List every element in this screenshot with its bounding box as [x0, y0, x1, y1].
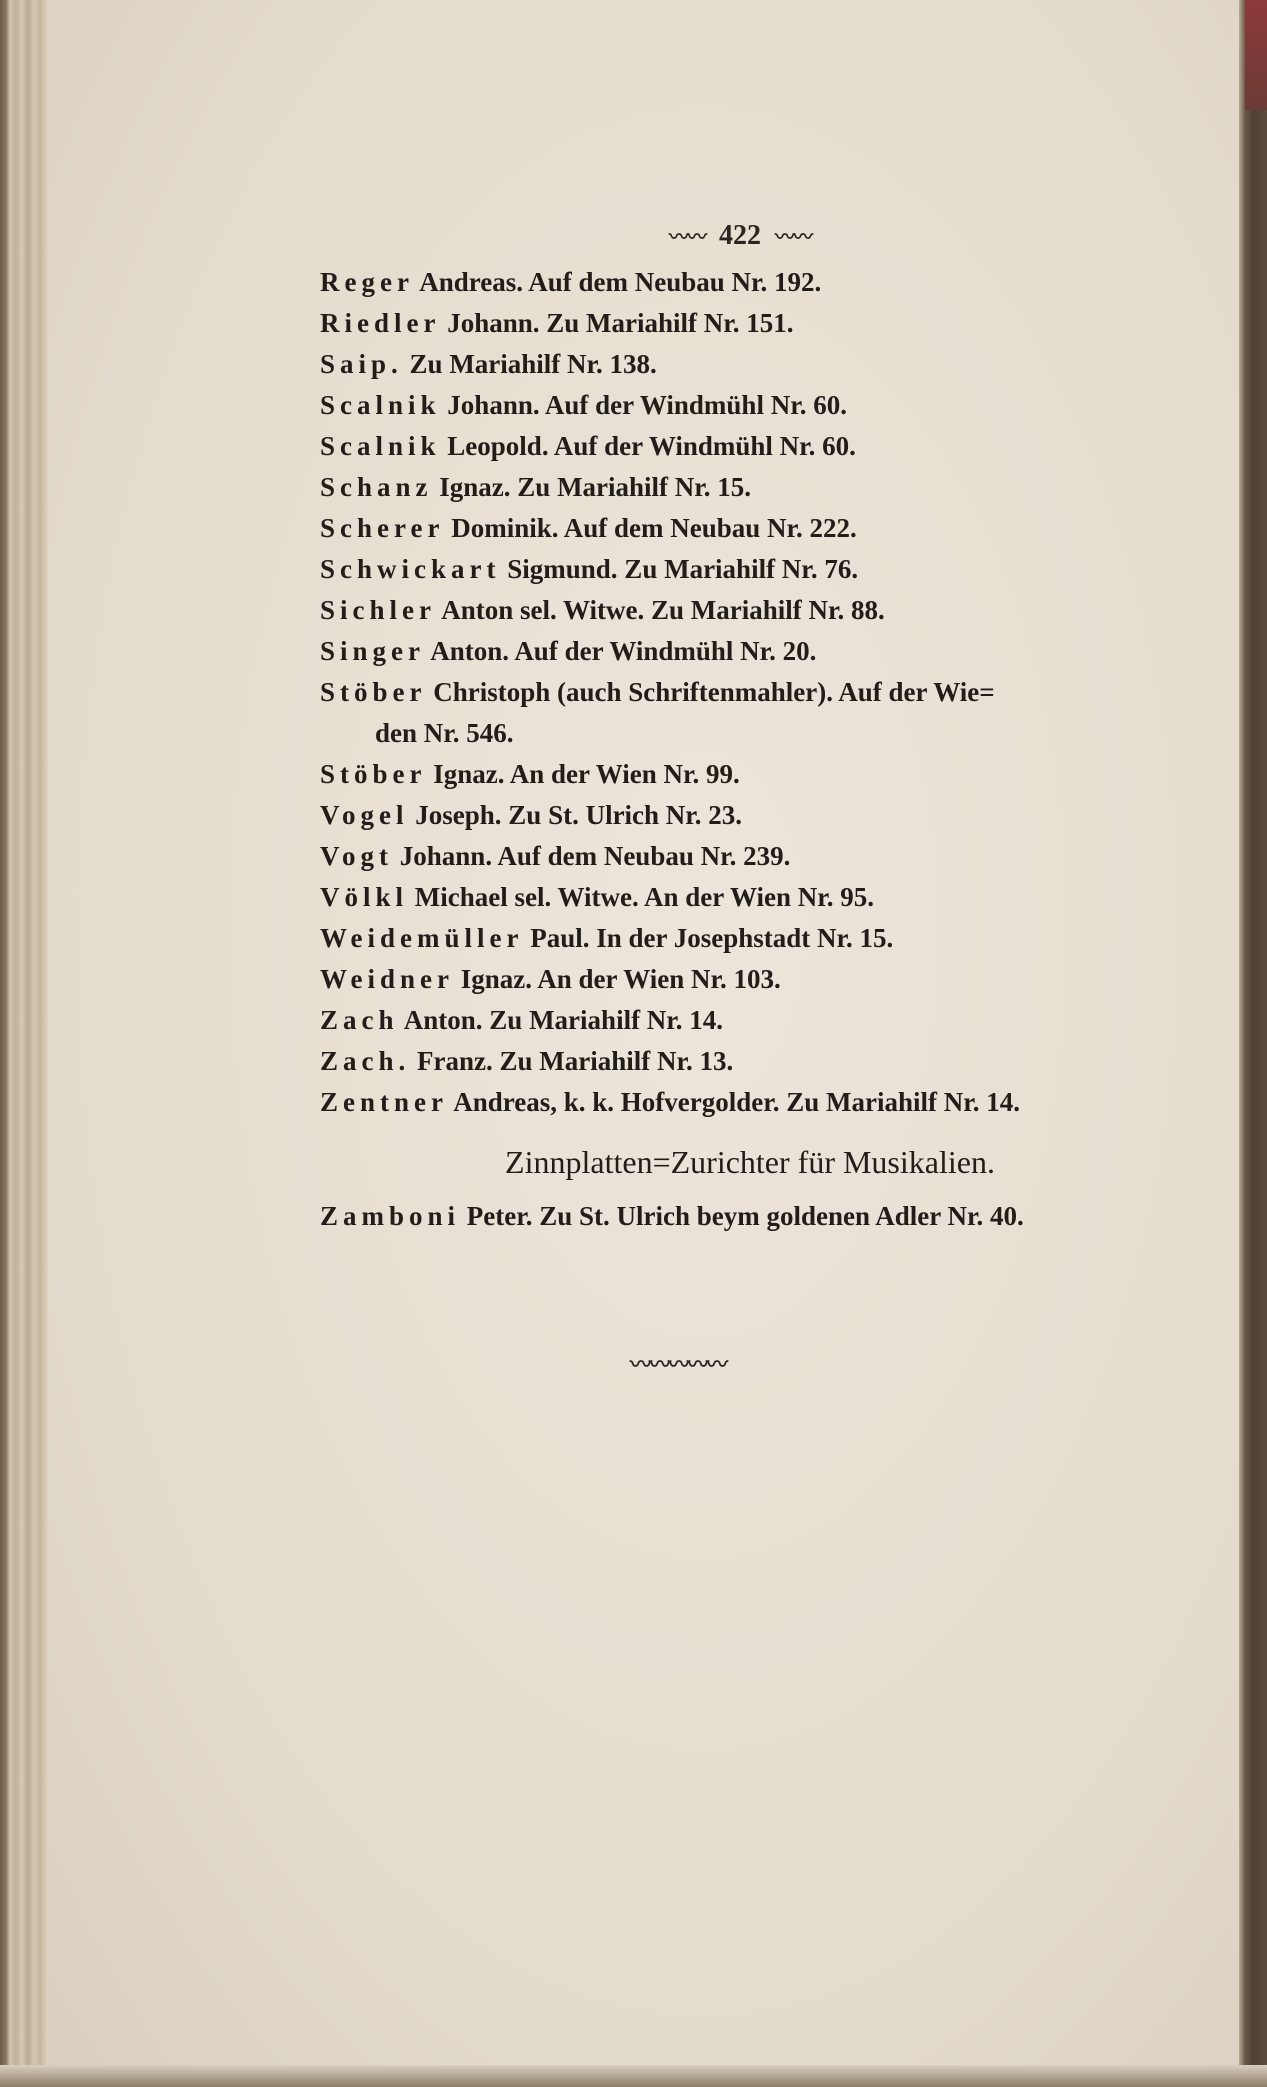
entry-surname: Stöber	[320, 759, 427, 789]
header-ornament-right: 〰〰	[775, 226, 811, 249]
entry-details: Johann. Auf der Windmühl Nr. 60.	[447, 390, 847, 420]
entry-details: Ignaz. An der Wien Nr. 99.	[433, 759, 740, 789]
directory-entry	[320, 262, 1200, 303]
directory-entry	[320, 1041, 1200, 1082]
directory-entry	[320, 303, 1200, 344]
directory-entry	[320, 672, 1200, 713]
page-number: 422	[719, 220, 761, 251]
entry-surname: Zentner	[320, 1087, 448, 1117]
directory-entry	[320, 344, 1200, 385]
book-right-edge	[1239, 0, 1267, 2087]
directory-entry	[320, 385, 1200, 426]
entry-details: Andreas, k. k. Hofvergolder. Zu Mariahilf Nr. 14.	[453, 1087, 1021, 1117]
directory-entry	[320, 508, 1200, 549]
entry-surname: Schwickart	[320, 554, 501, 584]
entry-surname: Saip.	[320, 349, 403, 379]
entry-surname: Stöber	[320, 677, 427, 707]
entry-surname: Zamboni	[320, 1201, 461, 1231]
entry-continuation: den Nr. 546.	[375, 718, 514, 748]
entry-surname: Vogel	[320, 800, 409, 830]
directory-entry	[320, 877, 1200, 918]
entry-details: Sigmund. Zu Mariahilf Nr. 76.	[507, 554, 859, 584]
book-cover-corner	[1245, 0, 1267, 110]
entry-surname: Schanz	[320, 472, 433, 502]
entry-details: Anton. Zu Mariahilf Nr. 14.	[403, 1005, 724, 1035]
directory-entry	[320, 1000, 1200, 1041]
entry-details: Andreas. Auf dem Neubau Nr. 192.	[419, 267, 822, 297]
entry-details: Anton sel. Witwe. Zu Mariahilf Nr. 88.	[441, 595, 885, 625]
directory-entry	[320, 795, 1200, 836]
entry-details: Zu Mariahilf Nr. 138.	[409, 349, 657, 379]
entry-surname: Scherer	[320, 513, 445, 543]
entry-surname: Scalnik	[320, 431, 441, 461]
entry-details: Johann. Auf dem Neubau Nr. 239.	[399, 841, 791, 871]
entry-surname: Zach.	[320, 1046, 411, 1076]
entry-surname: Weidemüller	[320, 923, 524, 953]
entry-surname: Scalnik	[320, 390, 441, 420]
directory-entry	[320, 959, 1200, 1000]
entry-surname: Weidner	[320, 964, 454, 994]
directory-entry	[320, 754, 1200, 795]
section-heading: Zinnplatten=Zurichter für Musikalien.	[505, 1144, 995, 1180]
entry-details: Joseph. Zu St. Ulrich Nr. 23.	[415, 800, 743, 830]
entry-surname: Riedler	[320, 308, 441, 338]
entry-details: Peter. Zu St. Ulrich beym goldenen Adler Nr. 40.	[466, 1201, 1024, 1231]
entry-details: Anton. Auf der Windmühl Nr. 20.	[430, 636, 817, 666]
directory-entry	[320, 631, 1200, 672]
entry-details: Leopold. Auf der Windmühl Nr. 60.	[447, 431, 856, 461]
entry-details: Dominik. Auf dem Neubau Nr. 222.	[451, 513, 857, 543]
entry-details: Paul. In der Josephstadt Nr. 15.	[530, 923, 894, 953]
directory-entry	[320, 1196, 1024, 1237]
directory-entry	[320, 590, 1200, 631]
header-ornament-left: 〰〰	[669, 226, 705, 249]
entry-details: Franz. Zu Mariahilf Nr. 13.	[417, 1046, 734, 1076]
directory-entry	[320, 467, 1200, 508]
entry-surname: Singer	[320, 636, 426, 666]
end-ornament: 〰〰〰〰〰	[630, 1352, 726, 1377]
book-binding-edge	[0, 0, 48, 2087]
entry-surname: Zach	[320, 1005, 399, 1035]
entry-surname: Sichler	[320, 595, 436, 625]
entry-surname: Völkl	[320, 882, 409, 912]
entry-details: Ignaz. An der Wien Nr. 103.	[460, 964, 781, 994]
entry-details: Johann. Zu Mariahilf Nr. 151.	[447, 308, 794, 338]
entry-surname: Vogt	[320, 841, 394, 871]
directory-entry	[320, 1082, 1200, 1123]
directory-entry	[320, 426, 1200, 467]
entry-details: Michael sel. Witwe. An der Wien Nr. 95.	[414, 882, 875, 912]
directory-entry	[320, 918, 1200, 959]
entry-details: Christoph (auch Schriftenmahler). Auf der Wie=	[433, 677, 995, 707]
entry-details: Ignaz. Zu Mariahilf Nr. 15.	[439, 472, 752, 502]
directory-entry	[320, 549, 1200, 590]
directory-entries	[320, 262, 1200, 1123]
entry-surname: Reger	[320, 267, 414, 297]
page-header	[600, 218, 880, 256]
book-bottom-edge	[0, 2065, 1267, 2087]
directory-entry	[320, 836, 1200, 877]
